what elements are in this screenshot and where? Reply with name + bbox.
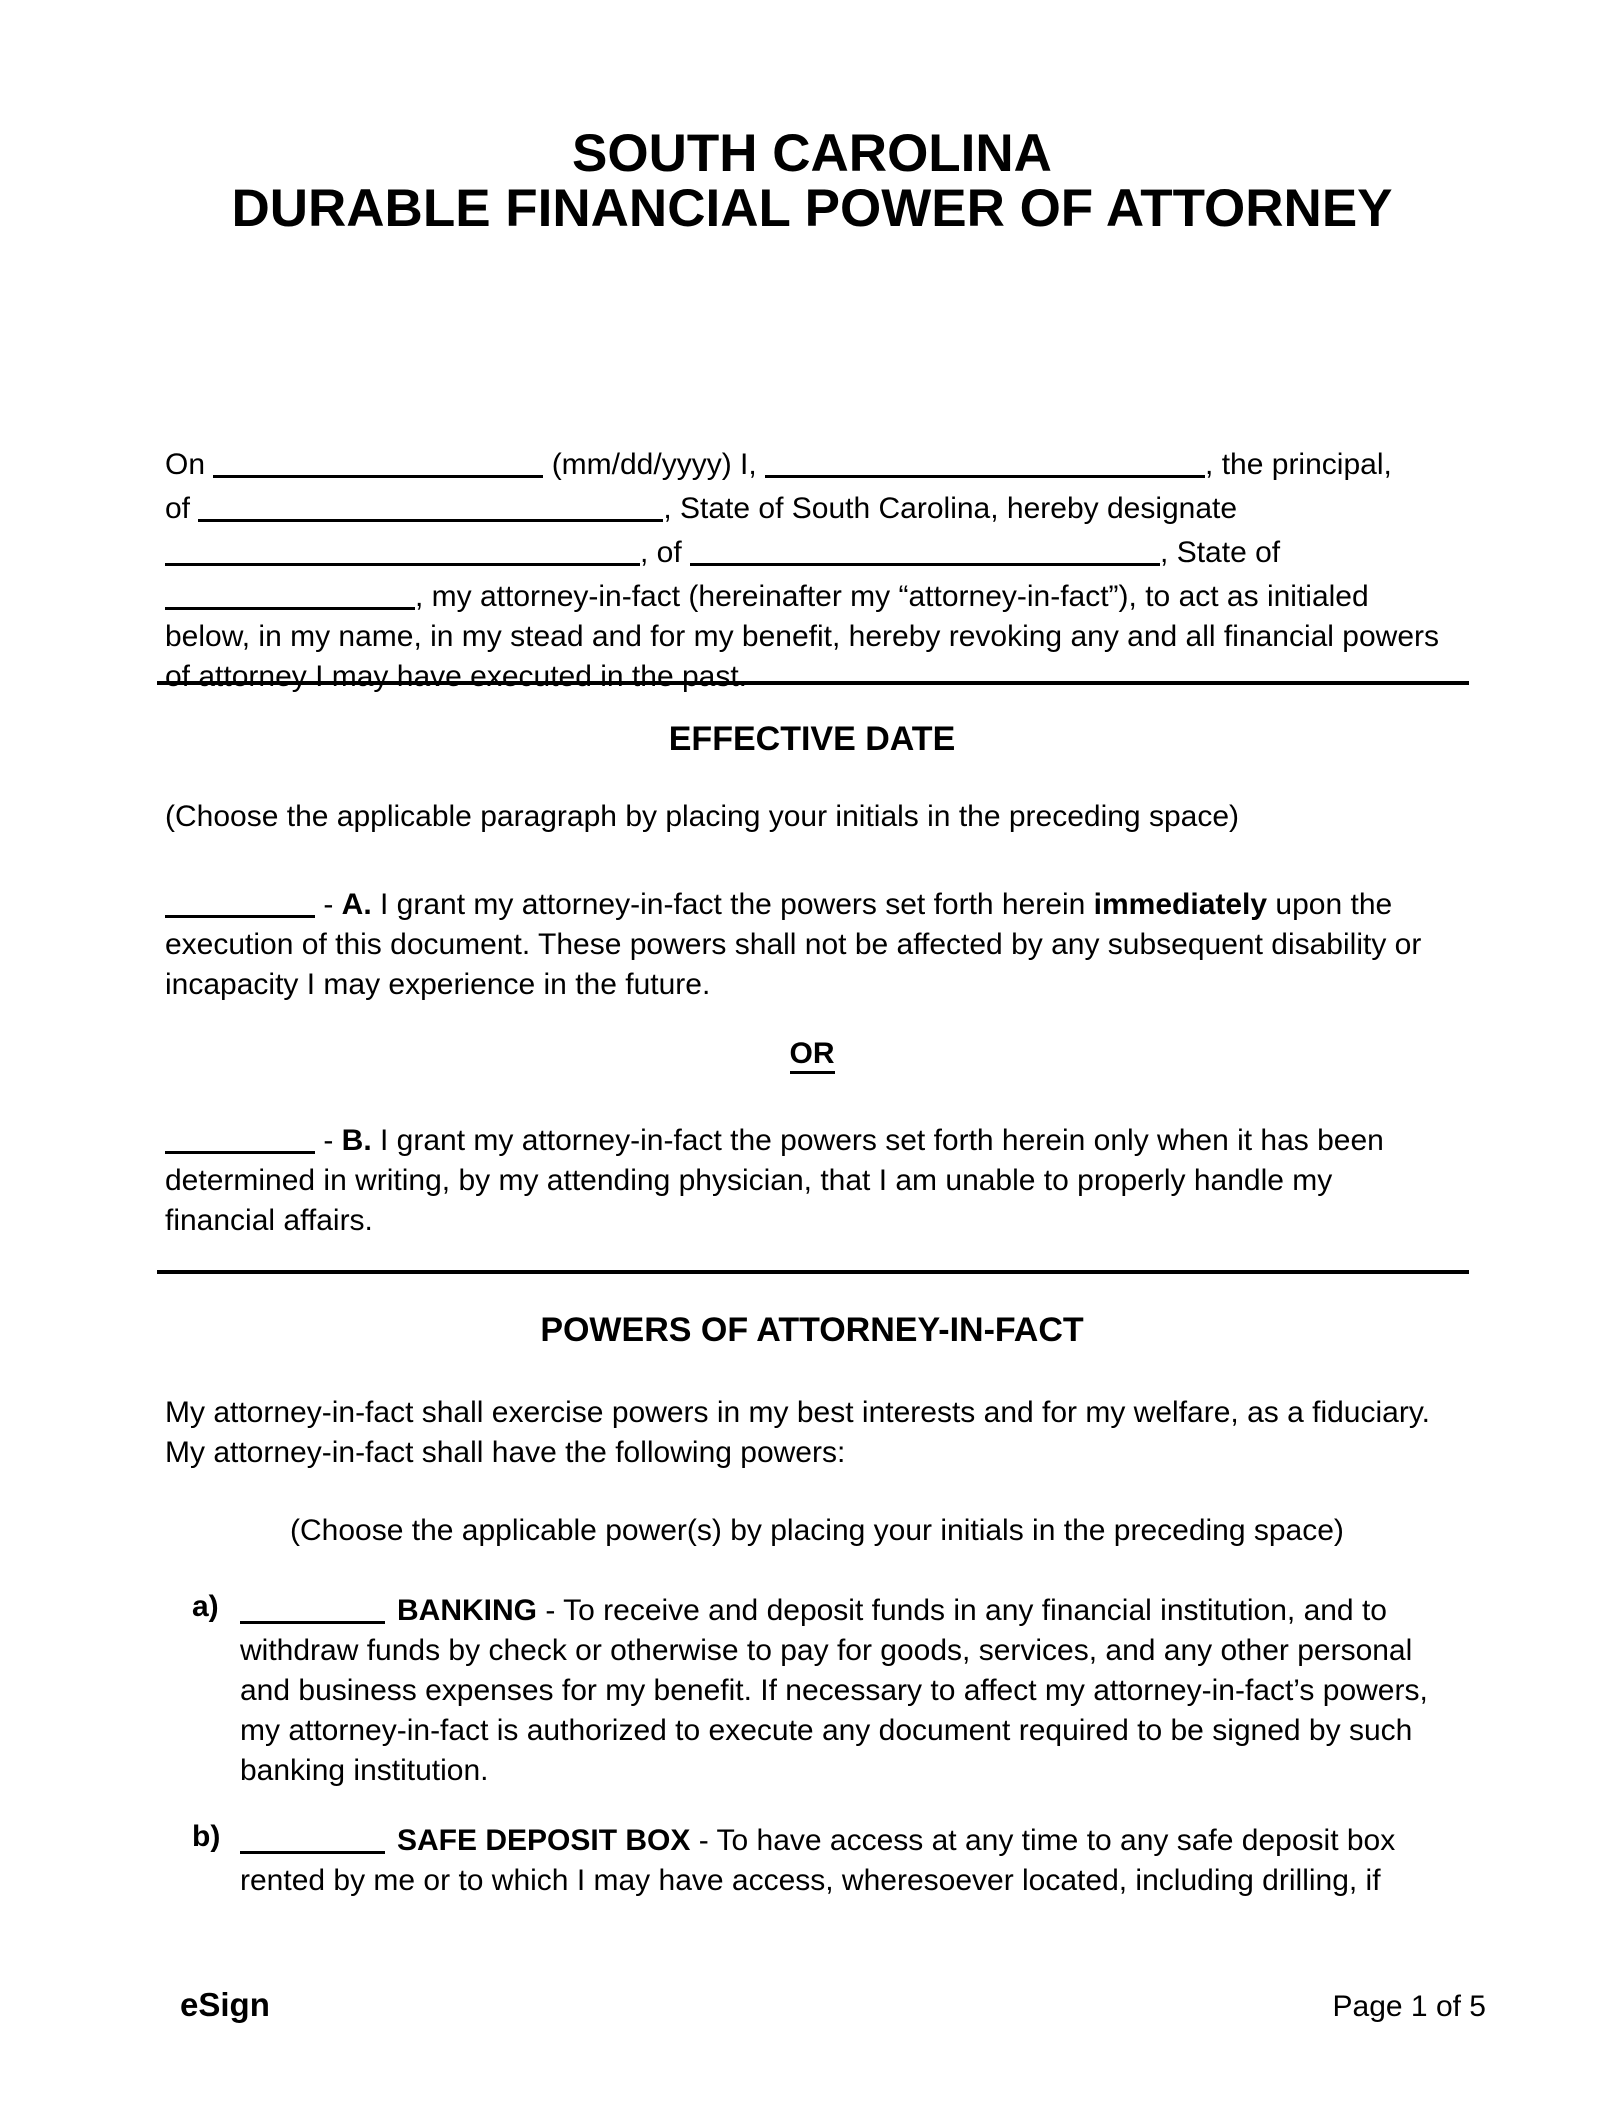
effective-date-heading: EFFECTIVE DATE — [668, 720, 956, 758]
option-a-label: A. — [341, 888, 372, 921]
powers-intro-paragraph — [165, 1393, 1475, 1473]
page-number: Page 1 of 5 — [1332, 1990, 1486, 2023]
option-a-paragraph — [165, 881, 1475, 1005]
text-run-b-grant: I grant my attorney-in-fact the powers set forth herein only when it has been — [371, 1124, 1384, 1157]
powers-intro-line-2: My attorney-in-fact shall have the following powers: — [165, 1436, 846, 1469]
option-b-line-2: determined in writing, by my attending physician, that I am unable to properly handle my — [165, 1164, 1333, 1197]
or-separator — [0, 1034, 1624, 1074]
banking-power-name: BANKING — [397, 1594, 537, 1627]
text-run-immediately: immediately — [1093, 888, 1268, 921]
text-run-date-format: (mm/dd/yyyy) I, — [543, 448, 766, 481]
safe-deposit-power-name: SAFE DEPOSIT BOX — [397, 1824, 691, 1857]
text-run-state-of: , State of — [1160, 536, 1281, 569]
principal-name-blank[interactable] — [765, 445, 1205, 478]
text-run-principal: , the principal, — [1205, 448, 1392, 481]
page-footer — [180, 1985, 1486, 2027]
item-a-line-1 — [240, 1587, 1475, 1631]
banking-initials-blank[interactable] — [240, 1591, 385, 1624]
section-divider-top — [157, 681, 1469, 685]
opening-line-5: below, in my name, in my stead and for my benefit, hereby revoking any and all financial powers — [165, 620, 1440, 653]
text-run-a-grant: I grant my attorney-in-fact the powers set forth herein — [371, 888, 1094, 921]
power-item-banking — [165, 1587, 1475, 1791]
text-run-of-2: , of — [640, 536, 691, 569]
option-a-line-3: incapacity I may experience in the future. — [165, 968, 711, 1001]
text-run-of: of — [165, 492, 199, 525]
esign-logo: eSign — [180, 1986, 270, 2023]
option-a-initials-blank[interactable] — [165, 885, 315, 918]
powers-intro-line-1: My attorney-in-fact shall exercise powers in my best interests and for my welfare, as a fiduciary. — [165, 1396, 1430, 1429]
or-label: OR — [790, 1037, 835, 1074]
powers-instruction: (Choose the applicable power(s) by placing your initials in the preceding space) — [290, 1514, 1344, 1547]
power-item-safe-deposit-box — [165, 1817, 1475, 1901]
text-run-attorney-in-fact: , my attorney-in-fact (hereinafter my “attorney-in-fact”), to act as initialed — [415, 580, 1369, 613]
item-a-marker: a) — [192, 1590, 219, 1623]
opening-line-6: of attorney I may have executed in the past. — [165, 660, 748, 693]
option-a-line-2: execution of this document. These powers shall not be affected by any subsequent disability or — [165, 928, 1422, 961]
safe-deposit-initials-blank[interactable] — [240, 1821, 385, 1854]
title-line-2: DURABLE FINANCIAL POWER OF ATTORNEY — [231, 179, 1393, 238]
item-a-line-3: and business expenses for my benefit. If necessary to affect my attorney-in-fact’s powers, — [240, 1674, 1428, 1707]
item-b-line-2: rented by me or to which I may have access, wheresoever located, including drilling, if — [240, 1864, 1381, 1897]
option-b-label: B. — [341, 1124, 372, 1157]
agent-state-blank[interactable] — [165, 577, 415, 610]
effective-date-instruction: (Choose the applicable paragraph by placing your initials in the preceding space) — [165, 800, 1239, 833]
opening-line-3 — [165, 529, 1475, 573]
agent-city-blank[interactable] — [690, 533, 1160, 566]
item-a-body — [240, 1587, 1475, 1791]
text-run-on: On — [165, 448, 214, 481]
item-a-line-2: withdraw funds by check or otherwise to pay for goods, services, and any other personal — [240, 1634, 1413, 1667]
option-b-initials-blank[interactable] — [165, 1121, 315, 1154]
text-run-a-upon: upon the — [1267, 888, 1393, 921]
opening-line-1 — [165, 441, 1475, 485]
option-a-line-1 — [165, 881, 1475, 925]
text-run-safe-deposit-1: - To have access at any time to any safe deposit box — [690, 1824, 1396, 1857]
item-a-line-5: banking institution. — [240, 1754, 489, 1787]
text-run-dash-a: - — [315, 888, 342, 921]
option-b-line-1 — [165, 1117, 1475, 1161]
text-run-state-sc: , State of South Carolina, hereby designate — [663, 492, 1238, 525]
item-b-line-1 — [240, 1817, 1475, 1861]
item-a-line-4: my attorney-in-fact is authorized to execute any document required to be signed by such — [240, 1714, 1413, 1747]
opening-line-4 — [165, 573, 1475, 617]
item-b-marker: b) — [192, 1820, 221, 1853]
date-blank[interactable] — [213, 445, 543, 478]
option-b-paragraph — [165, 1117, 1475, 1241]
opening-paragraph — [165, 441, 1475, 697]
item-b-body — [240, 1817, 1475, 1901]
agent-name-blank[interactable] — [165, 533, 640, 566]
title-line-1: SOUTH CAROLINA — [572, 124, 1052, 183]
opening-line-2 — [165, 485, 1475, 529]
document-title — [0, 126, 1624, 236]
powers-heading: POWERS OF ATTORNEY-IN-FACT — [540, 1311, 1084, 1349]
text-run-banking-1: - To receive and deposit funds in any financial institution, and to — [537, 1594, 1387, 1627]
section-divider-middle — [157, 1270, 1469, 1274]
text-run-dash-b: - — [315, 1124, 342, 1157]
principal-city-blank[interactable] — [198, 489, 663, 522]
option-b-line-3: financial affairs. — [165, 1204, 373, 1237]
